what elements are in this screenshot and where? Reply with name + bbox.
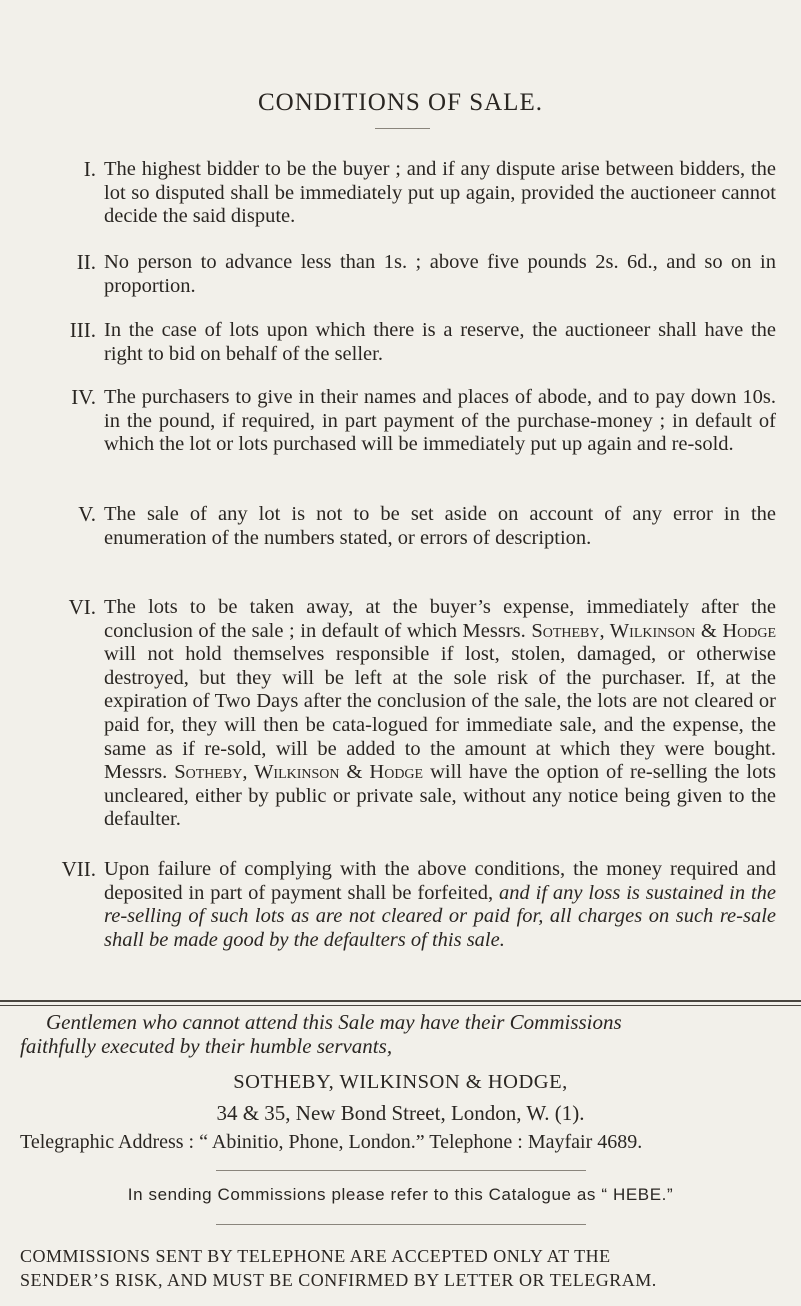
- firm-signature: SOTHEBY, WILKINSON & HODGE,: [233, 1071, 568, 1093]
- telephone-warning: [20, 1244, 790, 1292]
- firm-name: Sotheby, Wilkinson & Hodge: [531, 619, 777, 642]
- divider-rule: [216, 1170, 586, 1171]
- condition-number: I.: [83, 157, 96, 181]
- condition-text: [104, 858, 776, 952]
- condition-text: [104, 596, 776, 832]
- condition-number: II.: [76, 250, 96, 274]
- condition-text-part: Upon failure of complying with the above conditions, the money required and deposited in part of payment shall be forfeited,: [104, 858, 776, 904]
- commission-notice: [20, 1010, 780, 1058]
- condition-number: V.: [78, 502, 96, 526]
- warning-line: SENDER’S RISK, AND MUST BE CONFIRMED BY LETTER OR TELEGRAM.: [20, 1270, 657, 1290]
- condition-text: The sale of any lot is not to be set aside on account of any error in the enumeration of the numbers stated, or errors of description.: [104, 503, 776, 549]
- firm-name: Sotheby, Wilkinson & Hodge: [174, 761, 424, 784]
- condition-text-part: will have the option of re-selling the lots uncleared, either by public or private sale, without any notice being given to the defaulter.: [104, 761, 777, 831]
- condition-text-part: will not hold themselves responsible if lost, stolen, damaged, or otherwise destroyed, but they will be left at the sole risk of the purchaser. If, at the expiration of Two Days after the conclusion of the sale, the lots are not cleared or paid for, they will then be cata-logued for immediate sale, and the expense, the same as if re-sold, will be added to the amount at which they were bought. Messrs.: [104, 643, 776, 784]
- contact-line: Telegraphic Address : “ Abinitio, Phone, London.” Telephone : Mayfair 4689.: [20, 1131, 643, 1153]
- commission-notice-line: faithfully executed by their humble servants,: [20, 1034, 393, 1058]
- condition-text: No person to advance less than 1s. ; above five pounds 2s. 6d., and so on in proportion.: [104, 251, 776, 297]
- condition-text-part: The lots to be taken away, at the buyer’s expense, immediately after the conclusion of the sale ; in default of which Messrs.: [104, 596, 776, 642]
- title-rule: [375, 128, 430, 129]
- condition-text: The highest bidder to be the buyer ; and if any dispute arise between bidders, the lot so disputed shall be immediately put up again, provided the auctioneer cannot decide the said dispute.: [104, 158, 776, 228]
- page-title: CONDITIONS OF SALE.: [258, 89, 543, 116]
- condition-text: The purchasers to give in their names and places of abode, and to pay down 10s. in the pound, if required, in part payment of the purchase-money ; in default of which the lot or lots purchased will be immediately put up again and re-sold.: [104, 386, 776, 456]
- condition-text: In the case of lots upon which there is a reserve, the auctioneer shall have the right to bid on behalf of the seller.: [104, 319, 776, 365]
- condition-text-italic: and if any loss is sustained in the re-selling of such lots as are not cleared or paid for, all charges on such re-sale shall be made good by the defaulters of this sale.: [104, 881, 777, 951]
- catalogue-reference: In sending Commissions please refer to this Catalogue as “ HEBE.”: [127, 1185, 674, 1204]
- firm-address: 34 & 35, New Bond Street, London, W. (1).: [216, 1101, 585, 1125]
- condition-number: IV.: [71, 385, 96, 409]
- condition-number: III.: [69, 318, 96, 342]
- warning-line: COMMISSIONS SENT BY TELEPHONE ARE ACCEPTED ONLY AT THE: [20, 1246, 611, 1266]
- condition-number: VI.: [68, 595, 96, 619]
- divider-rule: [216, 1224, 586, 1225]
- commission-notice-line: Gentlemen who cannot attend this Sale may have their Commissions: [46, 1010, 622, 1034]
- condition-number: VII.: [61, 857, 96, 881]
- section-divider: [0, 1000, 801, 1006]
